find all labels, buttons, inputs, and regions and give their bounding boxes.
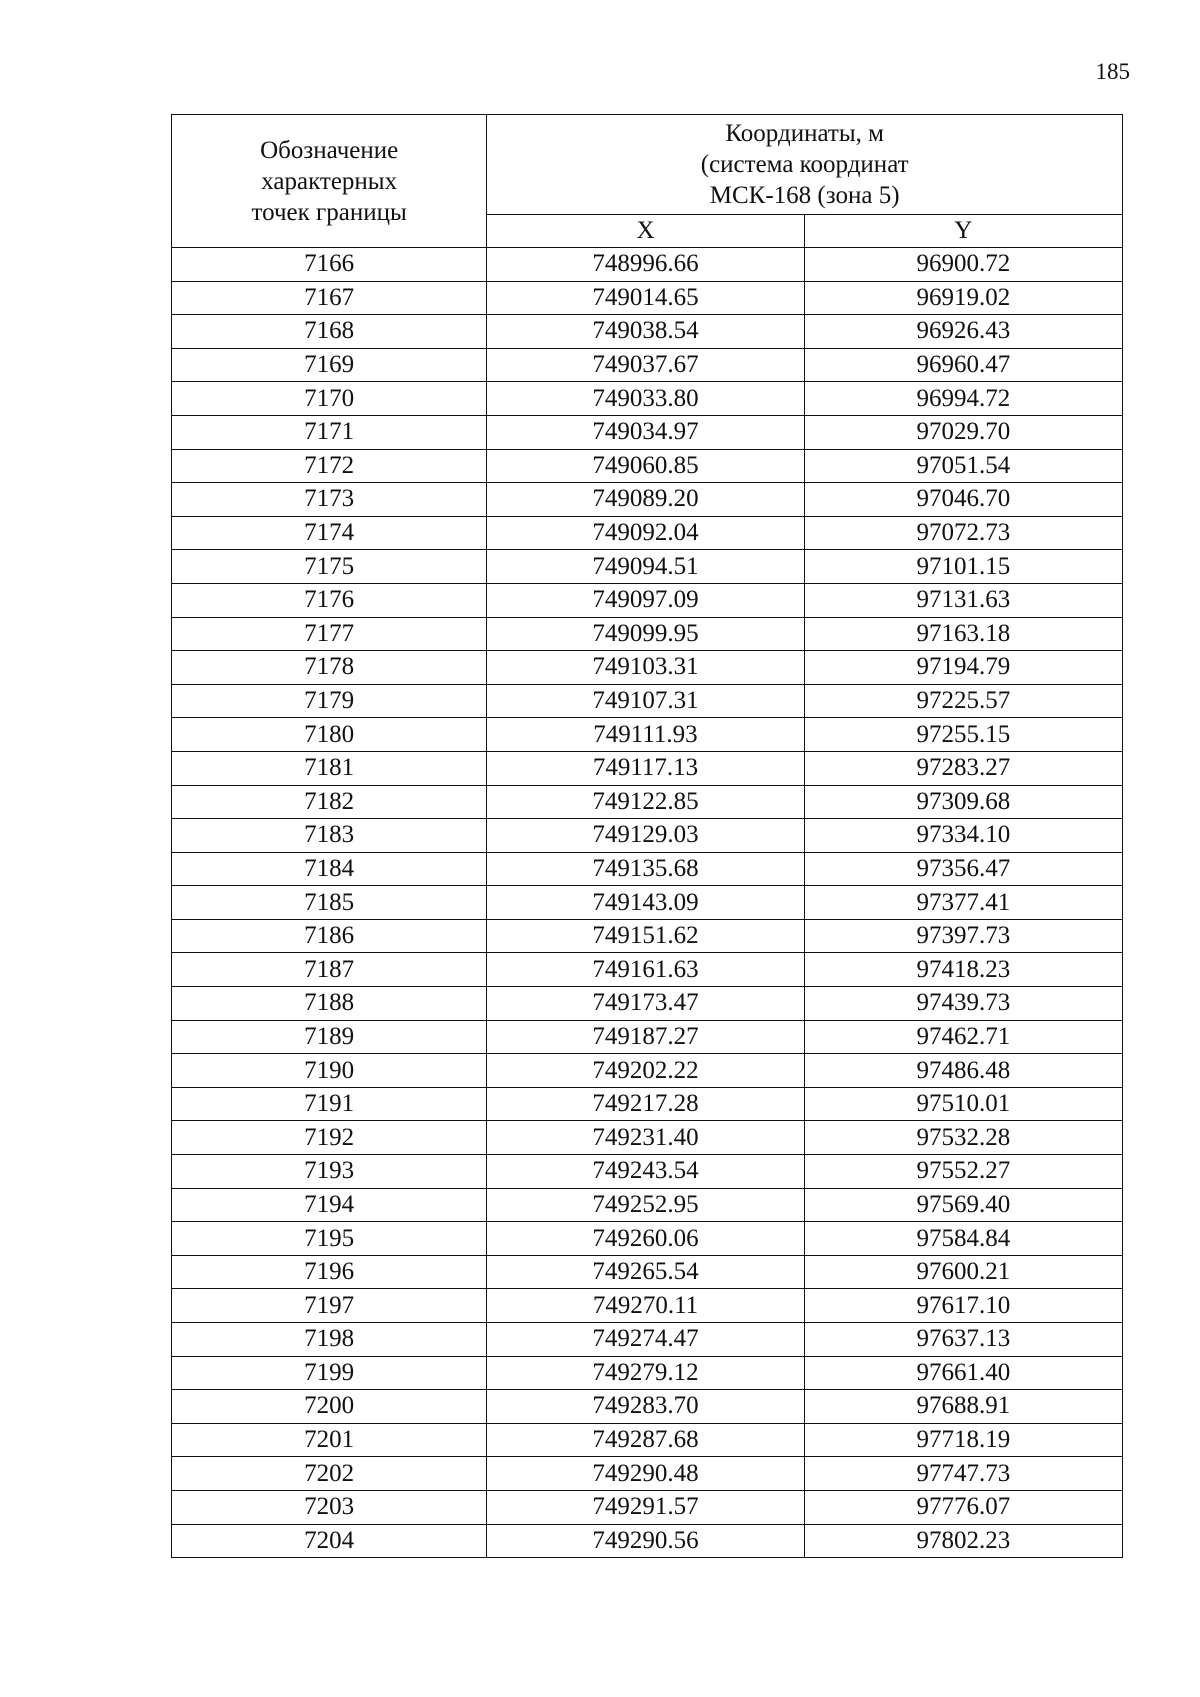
table-row <box>172 1289 1123 1323</box>
point-cell: 7182 <box>172 785 487 819</box>
table-row <box>172 1490 1123 1524</box>
y-coordinate-cell: 97334.10 <box>804 819 1122 853</box>
table-row <box>172 1222 1123 1256</box>
point-cell: 7194 <box>172 1188 487 1222</box>
point-cell: 7191 <box>172 1087 487 1121</box>
coords-header-line: (система координат <box>700 151 909 178</box>
point-cell: 7201 <box>172 1423 487 1457</box>
point-cell: 7202 <box>172 1457 487 1491</box>
y-coordinate-cell: 97802.23 <box>804 1524 1122 1558</box>
table-row <box>172 718 1123 752</box>
x-coordinate-cell: 749107.31 <box>487 684 804 718</box>
y-coordinate-cell: 97397.73 <box>804 919 1122 953</box>
point-cell: 7184 <box>172 852 487 886</box>
point-cell: 7183 <box>172 819 487 853</box>
table-body <box>172 248 1123 1558</box>
point-cell: 7188 <box>172 987 487 1021</box>
table-row <box>172 516 1123 550</box>
y-coordinate-cell: 97309.68 <box>804 785 1122 819</box>
point-cell: 7177 <box>172 617 487 651</box>
point-cell: 7196 <box>172 1255 487 1289</box>
point-cell: 7187 <box>172 953 487 987</box>
point-cell: 7168 <box>172 315 487 349</box>
x-coordinate-cell: 749034.97 <box>487 415 804 449</box>
table-row <box>172 785 1123 819</box>
table-row <box>172 617 1123 651</box>
x-coordinate-cell: 749060.85 <box>487 449 804 483</box>
point-cell: 7185 <box>172 886 487 920</box>
y-coordinate-cell: 97072.73 <box>804 516 1122 550</box>
page-number: 185 <box>1095 59 1130 84</box>
point-cell: 7203 <box>172 1490 487 1524</box>
y-coordinate-cell: 97439.73 <box>804 987 1122 1021</box>
table-row <box>172 1188 1123 1222</box>
x-coordinate-cell: 749217.28 <box>487 1087 804 1121</box>
point-designation-header <box>172 115 487 248</box>
x-coordinate-cell: 749274.47 <box>487 1323 804 1357</box>
point-cell: 7170 <box>172 382 487 416</box>
y-coordinate-cell: 97747.73 <box>804 1457 1122 1491</box>
y-coordinate-cell: 97462.71 <box>804 1020 1122 1054</box>
point-cell: 7190 <box>172 1054 487 1088</box>
point-cell: 7198 <box>172 1323 487 1357</box>
table-row <box>172 751 1123 785</box>
x-coordinate-cell: 749161.63 <box>487 953 804 987</box>
coords-header-line: Координаты, м <box>725 120 884 147</box>
y-coordinate-cell: 97131.63 <box>804 583 1122 617</box>
point-cell: 7173 <box>172 483 487 517</box>
table-row <box>172 1524 1123 1558</box>
x-coordinate-cell: 749129.03 <box>487 819 804 853</box>
y-coordinate-cell: 97552.27 <box>804 1155 1122 1189</box>
x-coordinate-cell: 749089.20 <box>487 483 804 517</box>
point-header-line: характерных <box>261 167 398 195</box>
table-row <box>172 415 1123 449</box>
table-row <box>172 953 1123 987</box>
x-coordinate-cell: 749243.54 <box>487 1155 804 1189</box>
table-row <box>172 348 1123 382</box>
x-coordinate-cell: 749111.93 <box>487 718 804 752</box>
y-coordinate-cell: 97510.01 <box>804 1087 1122 1121</box>
point-cell: 7180 <box>172 718 487 752</box>
y-coordinate-cell: 97718.19 <box>804 1423 1122 1457</box>
table-row <box>172 987 1123 1021</box>
point-cell: 7192 <box>172 1121 487 1155</box>
table-row <box>172 1087 1123 1121</box>
y-coordinate-cell: 97051.54 <box>804 449 1122 483</box>
table-row <box>172 1323 1123 1357</box>
point-header-line: Обозначение <box>260 136 399 164</box>
y-coordinate-cell: 96960.47 <box>804 348 1122 382</box>
x-coordinate-cell: 749037.67 <box>487 348 804 382</box>
x-coordinate-cell: 749231.40 <box>487 1121 804 1155</box>
x-coordinate-cell: 749279.12 <box>487 1356 804 1390</box>
table-row <box>172 1054 1123 1088</box>
x-coordinate-cell: 749290.48 <box>487 1457 804 1491</box>
point-cell: 7186 <box>172 919 487 953</box>
point-cell: 7172 <box>172 449 487 483</box>
table-row <box>172 1155 1123 1189</box>
y-coordinate-cell: 97418.23 <box>804 953 1122 987</box>
x-coordinate-cell: 749173.47 <box>487 987 804 1021</box>
y-coordinate-cell: 97688.91 <box>804 1390 1122 1424</box>
point-cell: 7197 <box>172 1289 487 1323</box>
x-coordinate-cell: 749265.54 <box>487 1255 804 1289</box>
point-cell: 7179 <box>172 684 487 718</box>
point-cell: 7176 <box>172 583 487 617</box>
point-cell: 7195 <box>172 1222 487 1256</box>
x-coordinate-cell: 749103.31 <box>487 651 804 685</box>
point-header-line: точек границы <box>251 198 407 226</box>
y-coordinate-cell: 96926.43 <box>804 315 1122 349</box>
x-coordinate-cell: 749202.22 <box>487 1054 804 1088</box>
x-coordinate-cell: 749094.51 <box>487 550 804 584</box>
table-row <box>172 449 1123 483</box>
y-coordinate-cell: 97225.57 <box>804 684 1122 718</box>
x-coordinate-cell: 749291.57 <box>487 1490 804 1524</box>
point-cell: 7174 <box>172 516 487 550</box>
y-coordinate-cell: 97101.15 <box>804 550 1122 584</box>
point-cell: 7204 <box>172 1524 487 1558</box>
x-coordinate-cell: 749187.27 <box>487 1020 804 1054</box>
table-row <box>172 382 1123 416</box>
table-header <box>172 115 1123 248</box>
x-coordinate-cell: 749143.09 <box>487 886 804 920</box>
x-coordinate-cell: 749151.62 <box>487 919 804 953</box>
table-row <box>172 281 1123 315</box>
x-coordinate-cell: 749097.09 <box>487 583 804 617</box>
point-cell: 7169 <box>172 348 487 382</box>
coordinates-table <box>171 114 1123 1558</box>
y-coordinate-cell: 97356.47 <box>804 852 1122 886</box>
x-coordinate-cell: 749290.56 <box>487 1524 804 1558</box>
x-coordinate-cell: 749038.54 <box>487 315 804 349</box>
table-row <box>172 1423 1123 1457</box>
y-coordinate-cell: 97255.15 <box>804 718 1122 752</box>
x-coordinate-cell: 748996.66 <box>487 248 804 282</box>
table-row <box>172 1121 1123 1155</box>
table-row <box>172 583 1123 617</box>
table-row <box>172 483 1123 517</box>
table-row <box>172 886 1123 920</box>
table-row <box>172 1020 1123 1054</box>
table-row <box>172 1255 1123 1289</box>
table-row <box>172 1457 1123 1491</box>
x-coordinate-cell: 749122.85 <box>487 785 804 819</box>
y-coordinate-cell: 97163.18 <box>804 617 1122 651</box>
y-coordinate-cell: 96994.72 <box>804 382 1122 416</box>
x-coordinate-cell: 749014.65 <box>487 281 804 315</box>
y-coordinate-cell: 97029.70 <box>804 415 1122 449</box>
x-coordinate-cell: 749135.68 <box>487 852 804 886</box>
y-coordinate-cell: 97194.79 <box>804 651 1122 685</box>
point-cell: 7167 <box>172 281 487 315</box>
point-cell: 7181 <box>172 751 487 785</box>
coordinates-header <box>487 115 1123 215</box>
point-cell: 7175 <box>172 550 487 584</box>
y-coordinate-cell: 96900.72 <box>804 248 1122 282</box>
table-row <box>172 550 1123 584</box>
table-row <box>172 852 1123 886</box>
point-cell: 7166 <box>172 248 487 282</box>
y-coordinate-cell: 97637.13 <box>804 1323 1122 1357</box>
x-column-header: X <box>487 215 804 248</box>
table-row <box>172 1390 1123 1424</box>
x-coordinate-cell: 749252.95 <box>487 1188 804 1222</box>
x-coordinate-cell: 749033.80 <box>487 382 804 416</box>
point-cell: 7199 <box>172 1356 487 1390</box>
x-coordinate-cell: 749092.04 <box>487 516 804 550</box>
point-cell: 7189 <box>172 1020 487 1054</box>
table-row <box>172 684 1123 718</box>
point-cell: 7178 <box>172 651 487 685</box>
x-coordinate-cell: 749287.68 <box>487 1423 804 1457</box>
y-coordinate-cell: 97600.21 <box>804 1255 1122 1289</box>
table-row <box>172 651 1123 685</box>
x-coordinate-cell: 749117.13 <box>487 751 804 785</box>
y-coordinate-cell: 97377.41 <box>804 886 1122 920</box>
y-coordinate-cell: 97617.10 <box>804 1289 1122 1323</box>
y-coordinate-cell: 97046.70 <box>804 483 1122 517</box>
point-cell: 7200 <box>172 1390 487 1424</box>
x-coordinate-cell: 749099.95 <box>487 617 804 651</box>
table-row <box>172 315 1123 349</box>
y-coordinate-cell: 97776.07 <box>804 1490 1122 1524</box>
table-row <box>172 248 1123 282</box>
table-row <box>172 1356 1123 1390</box>
x-coordinate-cell: 749283.70 <box>487 1390 804 1424</box>
y-coordinate-cell: 97486.48 <box>804 1054 1122 1088</box>
x-coordinate-cell: 749270.11 <box>487 1289 804 1323</box>
y-coordinate-cell: 97661.40 <box>804 1356 1122 1390</box>
point-cell: 7193 <box>172 1155 487 1189</box>
y-coordinate-cell: 96919.02 <box>804 281 1122 315</box>
point-cell: 7171 <box>172 415 487 449</box>
y-coordinate-cell: 97569.40 <box>804 1188 1122 1222</box>
coords-header-line: МСК-168 (зона 5) <box>709 182 900 209</box>
y-coordinate-cell: 97283.27 <box>804 751 1122 785</box>
y-coordinate-cell: 97584.84 <box>804 1222 1122 1256</box>
x-coordinate-cell: 749260.06 <box>487 1222 804 1256</box>
y-column-header: Y <box>804 215 1122 248</box>
table-row <box>172 919 1123 953</box>
y-coordinate-cell: 97532.28 <box>804 1121 1122 1155</box>
table-row <box>172 819 1123 853</box>
